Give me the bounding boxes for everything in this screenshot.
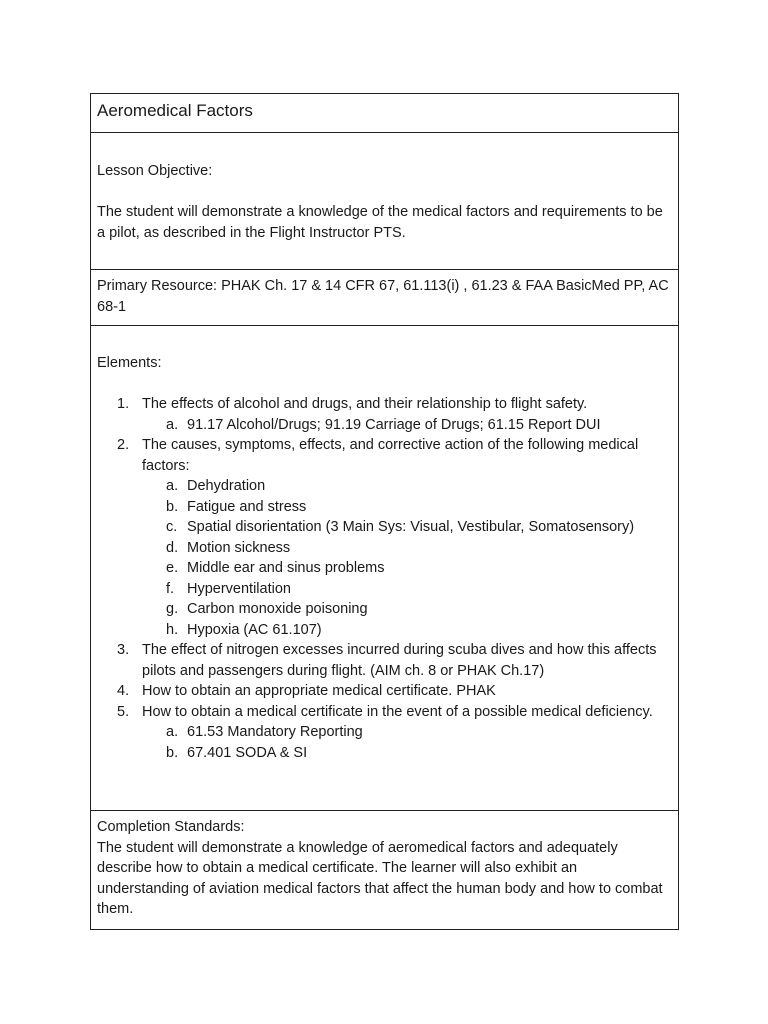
sub-element-letter: f. bbox=[166, 580, 175, 597]
element-number: 5. bbox=[117, 703, 130, 720]
elements-list bbox=[97, 394, 672, 763]
element-number: 4. bbox=[117, 683, 130, 699]
element-item bbox=[97, 702, 672, 764]
completion-standards-label: Completion Standards: bbox=[97, 819, 245, 835]
sub-element-item bbox=[97, 497, 672, 518]
sub-element-text: 67.401 SODA & SI bbox=[187, 744, 308, 761]
sub-element-item bbox=[97, 558, 672, 579]
sub-element-item bbox=[97, 415, 672, 436]
sub-element-text: Dehydration bbox=[187, 478, 266, 494]
primary-resource-text: Primary Resource: PHAK Ch. 17 & 14 CFR 67, 61.113(i) , 61.23 & FAA BasicMed PP, AC 68-1 bbox=[97, 278, 669, 315]
sub-element-text: Spatial disorientation (3 Main Sys: Visual, Vestibular, Somatosensory) bbox=[187, 519, 635, 535]
sub-element-text: Middle ear and sinus problems bbox=[187, 560, 385, 576]
sub-element-text: Fatigue and stress bbox=[187, 498, 307, 515]
sub-element-item bbox=[97, 517, 672, 538]
sub-element-item bbox=[97, 743, 672, 764]
objective-label: Lesson Objective: bbox=[97, 163, 213, 179]
element-number: 3. bbox=[117, 642, 130, 658]
resource-cell bbox=[91, 269, 678, 325]
sub-element-text: Hyperventilation bbox=[187, 580, 291, 597]
sub-element-item bbox=[97, 538, 672, 559]
sub-element-text: 61.53 Mandatory Reporting bbox=[187, 724, 363, 740]
element-item bbox=[97, 435, 672, 640]
sub-element-list bbox=[142, 722, 672, 763]
element-text: The effect of nitrogen excesses incurred during scuba dives and how this affects pilots and passengers during flight. (AIM ch. 8 or PHAK Ch.17) bbox=[142, 642, 657, 679]
sub-element-list bbox=[142, 476, 672, 640]
element-item bbox=[97, 681, 672, 702]
sub-element-text: 91.17 Alcohol/Drugs; 91.19 Carriage of Drugs; 61.15 Report DUI bbox=[187, 416, 601, 433]
sub-element-text: Hypoxia (AC 61.107) bbox=[187, 621, 322, 638]
lesson-plan-table bbox=[90, 93, 679, 930]
elements-heading: Elements: bbox=[97, 355, 162, 371]
element-item bbox=[97, 394, 672, 435]
sub-element-text: Motion sickness bbox=[187, 539, 291, 556]
sub-element-letter: a. bbox=[166, 724, 179, 740]
sub-element-item bbox=[97, 579, 672, 600]
elements-cell bbox=[91, 325, 678, 810]
sub-element-letter: a. bbox=[166, 478, 179, 494]
sub-element-item bbox=[97, 620, 672, 641]
objective-cell bbox=[91, 132, 678, 269]
sub-element-letter: c. bbox=[166, 519, 178, 535]
element-number: 2. bbox=[117, 437, 130, 453]
element-item bbox=[97, 640, 672, 681]
sub-element-letter: b. bbox=[166, 498, 179, 515]
element-text: How to obtain an appropriate medical certificate. PHAK bbox=[142, 683, 496, 699]
element-number: 1. bbox=[117, 396, 130, 412]
sub-element-letter: g. bbox=[166, 601, 179, 617]
sub-element-letter: e. bbox=[166, 560, 179, 576]
sub-element-text: Carbon monoxide poisoning bbox=[187, 601, 368, 617]
sub-element-letter: d. bbox=[166, 539, 179, 556]
lesson-title: Aeromedical Factors bbox=[97, 101, 253, 120]
sub-element-letter: a. bbox=[166, 416, 179, 433]
sub-element-item bbox=[97, 722, 672, 743]
title-cell bbox=[91, 94, 678, 132]
sub-element-item bbox=[97, 599, 672, 620]
element-text: The effects of alcohol and drugs, and their relationship to flight safety. bbox=[142, 396, 588, 412]
objective-text: The student will demonstrate a knowledge of the medical factors and requirements to be a pilot, as described in the Flight Instructor PTS. bbox=[97, 204, 663, 241]
element-text: How to obtain a medical certificate in the event of a possible medical deficiency. bbox=[142, 703, 653, 720]
sub-element-letter: h. bbox=[166, 621, 179, 638]
sub-element-letter: b. bbox=[166, 744, 179, 761]
completion-standards-text: The student will demonstrate a knowledge of aeromedical factors and adequately describe how to obtain a medical certificate. The learner will also exhibit an understanding of aviation medical factors that affect the human body and how to combat them. bbox=[97, 839, 663, 917]
element-text: The causes, symptoms, effects, and corrective action of the following medical factors: bbox=[142, 437, 639, 474]
sub-element-item bbox=[97, 476, 672, 497]
sub-element-list bbox=[142, 415, 672, 436]
standards-cell bbox=[91, 810, 678, 929]
